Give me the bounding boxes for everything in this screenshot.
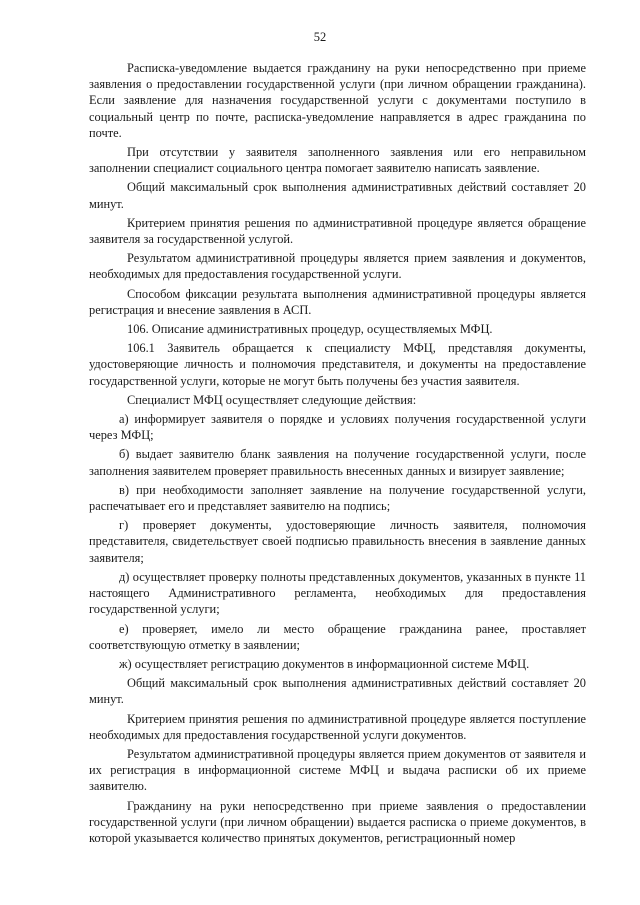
paragraph: Гражданину на руки непосредственно при приеме заявления о предоставлении государственной услуги (при личном обращении) выдается расписка о приеме документов, в которой указывается количество принятых документов, регистрационный номер (89, 798, 586, 845)
paragraph: Специалист МФЦ осуществляет следующие действия: (127, 392, 417, 407)
section-heading: 106. Описание административных процедур, осуществляемых МФЦ. (127, 322, 493, 337)
paragraph: Критерием принятия решения по административной процедуре является обращение заявителя за государственной услугой. (89, 215, 586, 247)
paragraph: При отсутствии у заявителя заполненного заявления или его неправильном заполнении специалист социального центра помогает заявителю написать заявление. (89, 145, 586, 176)
list-item: б) выдает заявителю бланк заявления на получение государственной услуги, после заполнения заявителем проверяет правильность внесенных данных и визирует заявление; (89, 447, 586, 478)
page-number: 52 (313, 30, 327, 44)
paragraph: Результатом административной процедуры является прием заявления и документов, необходимых для предоставления государственной услуги. (89, 251, 586, 282)
list-item: г) проверяет документы, удостоверяющие личность заявителя, полномочия представителя, свидетельствует своей подписью правильность внесения в заявление данных заявителя; (89, 518, 586, 565)
list-item: а) информирует заявителя о порядке и условиях получения государственной услуги через МФЦ; (89, 412, 586, 443)
paragraph: Общий максимальный срок выполнения административных действий составляет 20 минут. (89, 180, 586, 211)
list-item: в) при необходимости заполняет заявление на получение государственной услуги, распечатывает его и представляет заявителю на подпись; (89, 482, 586, 514)
list-item: ж) осуществляет регистрацию документов в информационной системе МФЦ. (119, 656, 530, 671)
list-item: е) проверяет, имело ли место обращение гражданина ранее, проставляет соответствующую отметку в заявлении; (89, 621, 586, 652)
paragraph: Общий максимальный срок выполнения административных действий составляет 20 минут. (89, 676, 586, 707)
paragraph: Результатом административной процедуры является прием документов от заявителя и их регистрация в информационной системе МФЦ и выдача расписки об их приеме заявителю. (89, 746, 586, 794)
paragraph: Расписка-уведомление выдается гражданину на руки непосредственно при приеме заявления о предоставлении государственной услуги (при личном обращении гражданина). Если заявление для назначения государственной услуги с документами поступило в социальный центр по почте, расписка-уведомление направляется в адрес гражданина по почте. (89, 61, 586, 140)
document-body (89, 60, 586, 849)
paragraph: 106.1 Заявитель обращается к специалисту МФЦ, представляя документы, удостоверяющие личность и полномочия представителя, и документы на предоставление государственной услуги, которые не могут быть получены без участия заявителя. (89, 341, 586, 388)
list-item: д) осуществляет проверку полноты представленных документов, указанных в пункте 11 настоящего Административного регламента, необходимых для предоставления государственной услуги; (89, 569, 586, 617)
paragraph: Способом фиксации результата выполнения административной процедуры является регистрация и внесение заявления в АСП. (89, 286, 586, 317)
paragraph: Критерием принятия решения по административной процедуре является поступление необходимых для предоставления государственной услуги документов. (89, 711, 586, 742)
